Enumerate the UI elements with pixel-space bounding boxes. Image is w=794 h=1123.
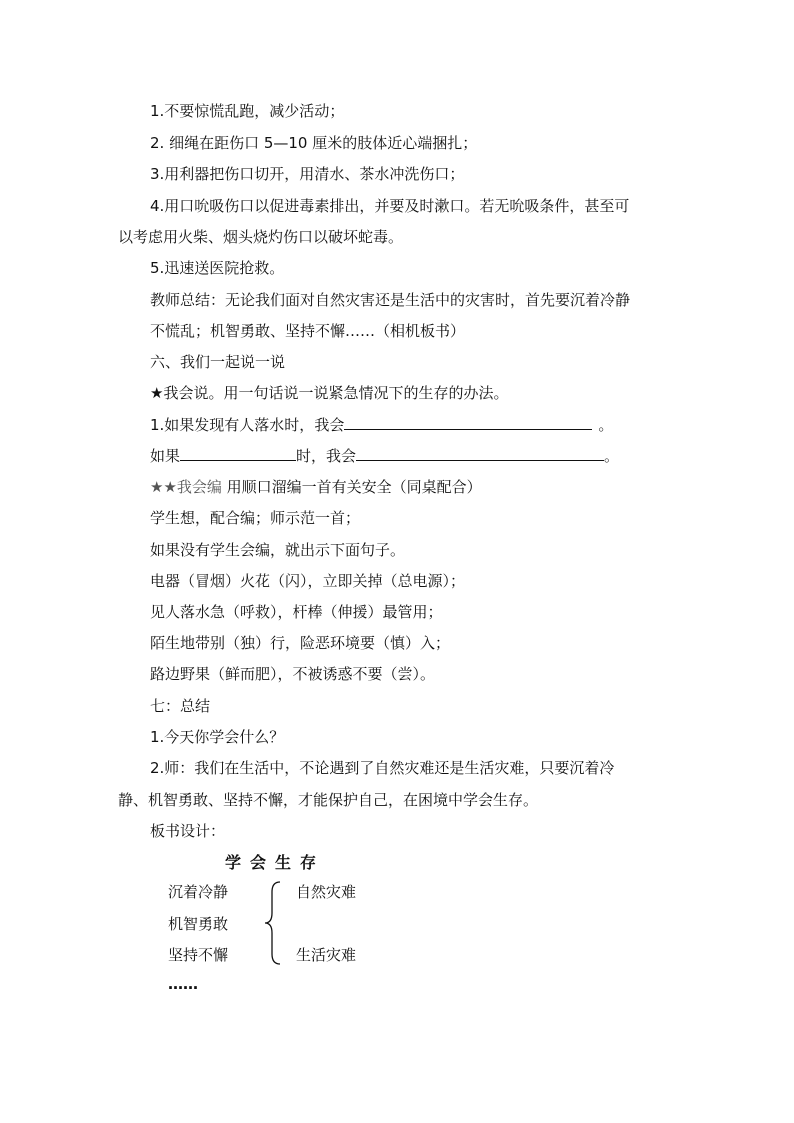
answer-blank-1 [344,415,592,430]
answer-blank-2a [180,446,296,461]
question-2-line-1: 2.师：我们在生活中，不论遇到了自然灾难还是生活灾难，只要沉着冷 [150,759,615,777]
board-right-item-1: 自然灾难 [296,883,357,901]
fallback-note: 如果没有学生会编，就出示下面句子。 [150,541,406,559]
fill-blank-2-middle: 时，我会 [296,447,357,465]
teacher-summary-line-2: 不慌乱；机智勇敢、坚持不懈……（相机板书） [150,322,466,340]
student-instructions: 学生想，配合编；师示范一首； [150,509,361,527]
fill-blank-1-prefix: 1.如果发现有人落水时，我会 [150,416,345,434]
step-2: 2. 细绳在距伤口 5—10 厘米的肢体近心端捆扎； [150,134,478,152]
star-activity-1: ★我会说。用一句话说一说紧急情况下的生存的办法。 [150,384,509,402]
curly-brace-icon [262,880,286,966]
section-6-heading: 六、我们一起说一说 [150,353,286,371]
board-design-label: 板书设计： [150,822,226,840]
star-activity-2-label: ★★我会编 [150,478,222,496]
board-title: 学会生存 [225,853,326,872]
section-7-heading: 七：总结 [150,697,211,715]
step-1: 1.不要惊慌乱跑，减少活动； [150,102,345,120]
fill-blank-2-prefix: 如果 [150,447,181,465]
question-2-line-2: 静、机智勇敢、坚持不懈，才能保护自己，在困境中学会生存。 [118,791,539,809]
teacher-summary-line-1: 教师总结：无论我们面对自然灾害还是生活中的灾害时，首先要沉着冷静 [150,291,631,309]
star-activity-2-text: 用顺口溜编一首有关安全（同桌配合） [221,478,482,496]
board-left-item-2: 机智勇敢 [168,915,229,933]
answer-blank-2b [356,446,604,461]
fill-blank-1 [150,415,613,435]
fill-blank-1-suffix: 。 [598,416,614,434]
rhyme-line-1: 电器（冒烟）火花（闪），立即关掉（总电源）； [150,572,466,590]
star-activity-2 [150,477,482,497]
rhyme-line-2: 见人落水急（呼救），杆棒（伸援）最管用； [150,603,443,621]
board-left-item-1: 沉着冷静 [168,883,229,901]
board-left-item-3: 坚持不懈 [168,946,229,964]
board-right-item-2: 生活灾难 [296,946,357,964]
fill-blank-2-suffix: 。 [604,447,620,465]
step-4-line-2: 以考虑用火柴、烟头烧灼伤口以破坏蛇毒。 [118,228,404,246]
step-5: 5.迅速送医院抢救。 [150,259,285,277]
fill-blank-2 [150,446,619,466]
question-1: 1.今天你学会什么？ [150,728,285,746]
step-4-line-1: 4.用口吮吸伤口以促进毒素排出，并要及时漱口。若无吮吸条件，甚至可 [150,197,630,215]
rhyme-line-3: 陌生地带别（独）行，险恶环境要（慎）入； [150,634,451,652]
rhyme-line-4: 路边野果（鲜而肥），不被诱惑不要（尝）。 [150,665,436,683]
step-3: 3.用利器把伤口切开，用清水、茶水冲洗伤口； [150,165,465,183]
board-left-ellipsis: …… [168,975,198,993]
